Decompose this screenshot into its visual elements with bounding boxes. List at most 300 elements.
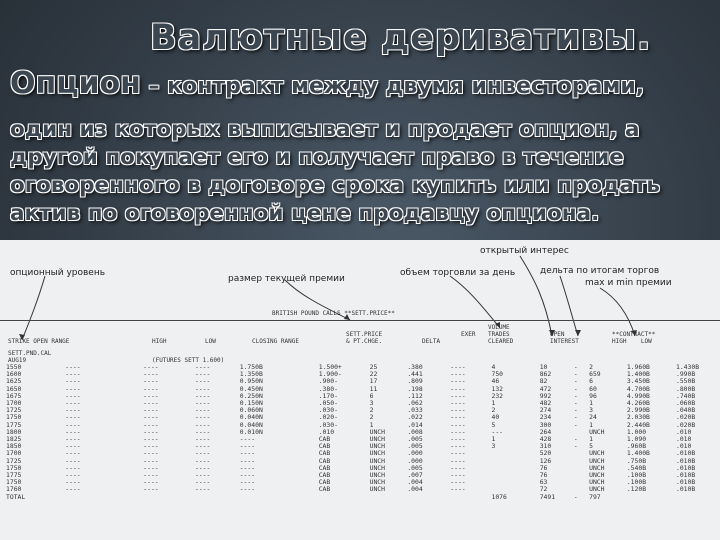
table-cell: 472	[539, 384, 552, 393]
table-cell: ---	[491, 427, 504, 436]
total-cell	[319, 494, 370, 501]
table-cell: 1.350B	[239, 370, 263, 379]
table-cell: ----	[65, 478, 81, 487]
table-row	[6, 378, 720, 385]
table-cell: 60	[589, 384, 597, 393]
table-cell: 4.990B	[626, 391, 650, 400]
table-cell: UNCH	[369, 471, 385, 480]
table-cell	[574, 472, 589, 479]
scanned-quote-table	[0, 240, 720, 540]
table-cell	[491, 450, 539, 457]
table-cell: ----	[450, 456, 466, 465]
table-cell: ----	[239, 442, 256, 451]
table-cell: CAB	[318, 463, 331, 472]
table-cell: 992	[539, 391, 552, 400]
table-cell: UNCH	[369, 456, 385, 465]
table-cell: ----	[65, 427, 81, 436]
table-row	[6, 364, 720, 371]
table-cell: 132	[491, 384, 504, 393]
table-cell: ----	[65, 485, 81, 494]
total-cell	[407, 494, 450, 501]
table-cell: CAB	[318, 435, 331, 444]
table-cell: 1.430B	[675, 363, 700, 371]
table-cell: .060B	[675, 399, 696, 408]
table-cell: 4.700B	[626, 384, 650, 393]
table-cell: -	[573, 399, 578, 408]
table-cell: 1750	[6, 463, 22, 472]
table-cell: ----	[194, 420, 211, 429]
table-cell: -	[573, 413, 578, 422]
table-cell: ----	[143, 370, 159, 379]
table-cell: 0.150N	[239, 399, 263, 408]
subheader-futures: (FUTURES SETT 1.600)	[152, 357, 225, 364]
table-cell: .000	[407, 449, 423, 458]
table-cell: 862	[539, 370, 552, 379]
table-cell: .198	[407, 384, 423, 393]
table-cell: 46	[491, 377, 500, 386]
table-cell	[574, 450, 589, 457]
total-cell: 1076	[491, 492, 507, 501]
total-cell: -	[573, 492, 578, 501]
subheader-aug: AUG19	[8, 357, 27, 364]
table-cell: ----	[194, 463, 211, 472]
table-cell: 76	[539, 463, 548, 472]
table-cell: 5	[491, 420, 496, 429]
table-cell: 1800	[6, 427, 22, 436]
total-cell	[370, 494, 408, 501]
table-cell: 1550	[6, 363, 22, 371]
table-cell: 22	[369, 370, 378, 379]
table-cell: 659	[589, 370, 601, 379]
table-cell: ----	[194, 435, 211, 444]
total-cell: 7491	[539, 492, 556, 501]
table-cell: .960B	[626, 442, 647, 451]
table-cell: .100B	[626, 471, 647, 480]
table-row	[6, 371, 720, 378]
table-cell: 72	[539, 485, 548, 494]
table-cell: 2.440B	[626, 420, 650, 429]
table-cell: ----	[143, 399, 159, 408]
table-cell: .010B	[675, 456, 696, 465]
table-row	[6, 458, 720, 465]
table-cell: .800B	[675, 384, 696, 393]
table-cell: 1.400B	[626, 449, 650, 458]
table-cell: ----	[239, 463, 256, 472]
table-cell: -	[573, 406, 578, 415]
table-cell: ----	[65, 413, 81, 422]
annotation-trade-volume: объем торговли за день	[400, 268, 516, 278]
table-cell	[491, 472, 539, 479]
table-cell: 24	[589, 413, 597, 422]
table-cell: ----	[194, 449, 211, 458]
table-cell: -	[573, 370, 578, 379]
table-cell: ----	[143, 363, 159, 371]
table-cell: 300	[539, 420, 552, 429]
col-exer-header: EXER	[461, 331, 476, 338]
table-cell: 2.030B	[626, 413, 650, 422]
table-row	[6, 486, 720, 493]
table-row	[6, 436, 720, 443]
table-cell: ----	[239, 471, 256, 480]
table-cell: UNCH	[369, 442, 385, 451]
table-cell: 1725	[6, 456, 22, 465]
table-cell: 1625	[6, 377, 22, 386]
table-row	[6, 400, 720, 407]
table-cell: .062	[407, 399, 423, 408]
table-cell: 1	[491, 399, 496, 408]
table-cell: ----	[143, 420, 159, 429]
table-cell: .809	[407, 377, 423, 386]
table-cell: -	[573, 377, 578, 386]
table-cell	[574, 479, 589, 486]
col-high-header: HIGH	[152, 338, 167, 345]
table-cell: ----	[450, 471, 466, 480]
table-cell: 1760	[6, 485, 22, 494]
table-cell: ----	[450, 384, 466, 393]
quote-table	[6, 364, 720, 501]
table-cell: 3.450B	[626, 377, 650, 386]
annotation-strike-level: опционный уровень	[10, 268, 106, 278]
table-cell: 3	[369, 399, 374, 408]
table-cell	[491, 458, 539, 465]
col-low-header: LOW	[205, 338, 216, 345]
table-row	[6, 450, 720, 457]
definition-line: актив по оговоренной цене продавцу опциона.	[10, 201, 600, 226]
table-cell: 1.900-	[318, 370, 342, 379]
col-oi-header: OPEN INTEREST	[550, 331, 579, 345]
definition-line: другой покупает его и получает право в течение	[10, 145, 624, 170]
table-cell	[491, 465, 539, 472]
table-cell: 1775	[6, 471, 22, 480]
table-cell: ----	[65, 399, 81, 408]
col-sett-header: SETT.PRICE & PT.CHGE.	[346, 331, 383, 345]
table-cell: ----	[450, 413, 466, 422]
table-cell: ----	[143, 442, 159, 451]
table-cell: 1775	[6, 420, 22, 429]
table-row	[6, 443, 720, 450]
col-delta-header: DELTA	[422, 338, 441, 345]
table-row	[6, 422, 720, 429]
table-cell: 310	[539, 442, 552, 451]
table-cell: 234	[539, 413, 552, 422]
table-cell: 274	[539, 406, 552, 415]
table-cell: 428	[539, 435, 552, 444]
table-cell: ----	[450, 420, 466, 429]
table-cell: 1.750B	[239, 363, 263, 371]
table-cell: 0.450N	[239, 384, 263, 393]
table-cell: CAB	[318, 471, 331, 480]
definition-first-line	[10, 66, 644, 101]
table-cell: .010	[318, 427, 335, 436]
table-cell: ----	[65, 384, 81, 393]
table-cell: ----	[143, 463, 159, 472]
table-cell: 40	[491, 413, 500, 422]
table-top-header: BRITISH POUND CALLS **SETT.PRICE**	[272, 310, 395, 317]
table-cell: 0.950N	[239, 377, 263, 386]
table-cell: ----	[65, 363, 81, 371]
table-cell: .030-	[318, 406, 338, 415]
table-cell: .007	[407, 471, 423, 480]
table-cell: 1.090	[626, 435, 647, 444]
table-cell: UNCH	[589, 456, 605, 465]
definition-paragraph	[10, 116, 710, 228]
table-cell: .540B	[626, 463, 647, 472]
table-cell: .004	[407, 485, 423, 494]
table-cell: ----	[239, 456, 256, 465]
table-cell: ----	[143, 456, 159, 465]
table-cell: .030-	[318, 420, 338, 429]
table-cell: .750B	[626, 456, 647, 465]
table-cell: 1	[369, 420, 374, 429]
table-cell: 1825	[6, 435, 22, 444]
table-cell: 750	[491, 370, 504, 379]
slide-title: Валютные деривативы.	[150, 18, 652, 58]
total-row	[6, 494, 720, 501]
table-cell: ----	[143, 435, 159, 444]
table-cell: ----	[450, 391, 466, 400]
table-cell: ----	[194, 413, 211, 422]
table-cell: 1650	[6, 384, 22, 393]
table-cell: .005	[407, 435, 423, 444]
table-cell: ----	[65, 406, 81, 415]
table-cell: ----	[143, 485, 159, 494]
table-cell: 1850	[6, 442, 22, 451]
definition-dash-text: – контракт между двумя инвесторами,	[140, 74, 645, 99]
table-cell: .120B	[626, 485, 647, 494]
table-cell: ----	[65, 449, 81, 458]
table-cell: ----	[450, 377, 466, 386]
table-cell: ----	[239, 435, 256, 444]
table-cell: ----	[143, 406, 159, 415]
table-cell: ----	[143, 377, 159, 386]
table-cell: ----	[450, 399, 466, 408]
table-cell: UNCH	[589, 478, 605, 487]
total-cell: TOTAL	[6, 492, 26, 501]
table-cell: ----	[194, 442, 211, 451]
table-cell: .380	[407, 363, 423, 371]
table-cell: -	[573, 391, 578, 400]
table-cell: 6	[589, 377, 593, 386]
table-cell: 2	[369, 413, 374, 422]
table-cell: 0.040N	[239, 420, 263, 429]
table-row	[6, 472, 720, 479]
table-cell: CAB	[318, 478, 331, 487]
table-cell: ----	[450, 463, 466, 472]
table-cell: .010B	[675, 449, 696, 458]
table-cell: 1	[589, 435, 593, 444]
table-cell: 1	[589, 399, 593, 408]
definition-line: один из которых выписывает и продает опцион, а	[10, 117, 640, 142]
table-cell: 1.000	[626, 427, 647, 436]
table-cell: 11	[369, 384, 378, 393]
table-cell: .441	[407, 370, 423, 379]
table-cell: ----	[450, 435, 466, 444]
table-row	[6, 414, 720, 421]
table-cell: ----	[450, 427, 466, 436]
table-cell: ----	[450, 406, 466, 415]
table-cell: ----	[239, 485, 256, 494]
table-cell: UNCH	[369, 449, 385, 458]
definition-line: оговоренного в договоре срока купить или продать	[10, 173, 661, 198]
table-cell: 1750	[6, 478, 22, 487]
table-cell: UNCH	[589, 449, 605, 458]
table-cell: .000	[407, 456, 423, 465]
table-cell: .022	[407, 413, 423, 422]
table-cell: ----	[194, 399, 211, 408]
table-cell: .010	[675, 427, 692, 436]
table-cell: .010	[675, 442, 692, 451]
table-cell: 1	[589, 420, 593, 429]
table-cell: .005	[407, 463, 423, 472]
table-cell: 6	[369, 391, 374, 400]
annotation-max-min: max и min премии	[585, 278, 672, 288]
table-cell: -	[573, 442, 578, 451]
table-cell: 17	[369, 377, 378, 386]
table-cell: ----	[65, 435, 81, 444]
table-cell: ----	[65, 471, 81, 480]
table-cell: .380-	[318, 384, 338, 393]
table-cell: ----	[65, 463, 81, 472]
table-cell: 0.060N	[239, 406, 263, 415]
table-cell: 10	[539, 363, 548, 371]
table-cell: ----	[450, 370, 466, 379]
table-cell: -	[573, 384, 578, 393]
table-cell: ----	[194, 456, 211, 465]
table-cell: .740B	[675, 391, 696, 400]
table-cell: 0.250N	[239, 391, 263, 400]
quote-table-body	[6, 364, 720, 501]
table-cell: .020-	[318, 413, 338, 422]
table-cell: ----	[194, 377, 211, 386]
table-cell: 63	[539, 478, 548, 487]
table-row	[6, 393, 720, 400]
table-cell: 4.260B	[626, 399, 650, 408]
table-cell: UNCH	[369, 435, 385, 444]
table-cell: 0.040N	[239, 413, 263, 422]
table-cell: .010	[675, 435, 692, 444]
subheader-sett: SETT.PND.CAL	[8, 350, 52, 357]
table-cell: 96	[589, 391, 597, 400]
table-cell: .010B	[675, 463, 696, 472]
table-cell: ----	[143, 449, 159, 458]
table-cell: 264	[539, 427, 552, 436]
table-cell: UNCH	[369, 478, 385, 487]
table-cell: UNCH	[589, 485, 605, 494]
table-cell: UNCH	[589, 471, 605, 480]
table-cell: UNCH	[589, 463, 605, 472]
table-cell: ----	[194, 384, 211, 393]
table-cell: 1700	[6, 399, 22, 408]
table-cell: .112	[407, 391, 423, 400]
table-cell: 2	[491, 406, 496, 415]
table-cell: .040B	[675, 406, 696, 415]
table-cell: ----	[239, 478, 256, 487]
table-cell: -	[573, 363, 578, 371]
table-cell: -	[573, 435, 578, 444]
table-cell: .033	[407, 406, 423, 415]
table-cell: UNCH	[369, 463, 385, 472]
table-cell: .990B	[675, 370, 696, 379]
table-cell: ----	[194, 485, 211, 494]
table-cell: 1700	[6, 449, 22, 458]
table-cell: ----	[450, 478, 466, 487]
table-cell: ----	[143, 384, 159, 393]
table-cell: ----	[143, 427, 159, 436]
table-cell: .900-	[318, 377, 338, 386]
total-cell	[450, 494, 491, 501]
table-cell: ----	[65, 456, 81, 465]
table-cell	[574, 465, 589, 472]
total-cell	[195, 494, 240, 501]
annotation-open-interest: открытый интерес	[480, 246, 569, 256]
col-strike-header: STRIKE OPEN RANGE	[8, 338, 70, 345]
table-cell: UNCH	[589, 427, 605, 436]
table-cell: UNCH	[369, 427, 385, 436]
table-cell: 2	[589, 363, 593, 371]
table-cell: ----	[65, 391, 81, 400]
table-row	[6, 465, 720, 472]
table-cell: ----	[143, 471, 159, 480]
table-cell: 1750	[6, 413, 22, 422]
table-cell: 482	[539, 399, 552, 408]
table-cell: -	[573, 420, 578, 429]
definition-term: Опцион	[10, 66, 141, 101]
annotation-delta: дельта по итогам торгов	[540, 266, 660, 276]
table-cell: .050-	[318, 399, 338, 408]
table-cell: ----	[143, 478, 159, 487]
table-cell: 1.400B	[626, 370, 650, 379]
table-cell: .005	[407, 442, 423, 451]
table-cell: CAB	[318, 449, 331, 458]
table-cell: ----	[65, 442, 81, 451]
table-cell: 2	[369, 406, 374, 415]
table-cell	[574, 458, 589, 465]
header-rule	[0, 320, 720, 321]
table-cell: 1600	[6, 370, 22, 379]
col-contract-header: **CONTRACT** HIGH LOW	[612, 331, 656, 345]
table-cell: .010B	[675, 478, 696, 487]
table-cell: ----	[194, 406, 211, 415]
table-row	[6, 479, 720, 486]
total-cell	[143, 494, 195, 501]
table-cell: 76	[539, 471, 548, 480]
table-cell: ----	[194, 478, 211, 487]
table-cell: 2.990B	[626, 406, 650, 415]
table-cell: 520	[539, 449, 552, 458]
table-cell: 126	[539, 456, 552, 465]
table-cell: 0.010N	[239, 427, 263, 436]
table-cell: ----	[450, 449, 466, 458]
table-cell: .014	[407, 420, 423, 429]
table-cell: 3	[491, 442, 496, 451]
table-cell: ----	[65, 420, 81, 429]
table-cell: .020B	[675, 413, 696, 422]
table-cell: .010B	[675, 471, 696, 480]
table-cell: ----	[239, 449, 256, 458]
table-cell: ----	[194, 391, 211, 400]
table-cell: ----	[450, 363, 466, 371]
table-cell: CAB	[318, 442, 331, 451]
table-cell: 4	[491, 363, 496, 371]
table-cell: 1.960B	[626, 363, 650, 371]
col-volume-header: VOLUME TRADES CLEARED	[488, 324, 514, 345]
col-closing-header: CLOSING RANGE	[252, 338, 299, 345]
table-cell: 25	[369, 363, 378, 371]
table-cell: 232	[491, 391, 504, 400]
total-cell: 797	[589, 492, 601, 501]
table-cell: .010B	[675, 485, 696, 494]
table-cell: .170-	[318, 391, 338, 400]
